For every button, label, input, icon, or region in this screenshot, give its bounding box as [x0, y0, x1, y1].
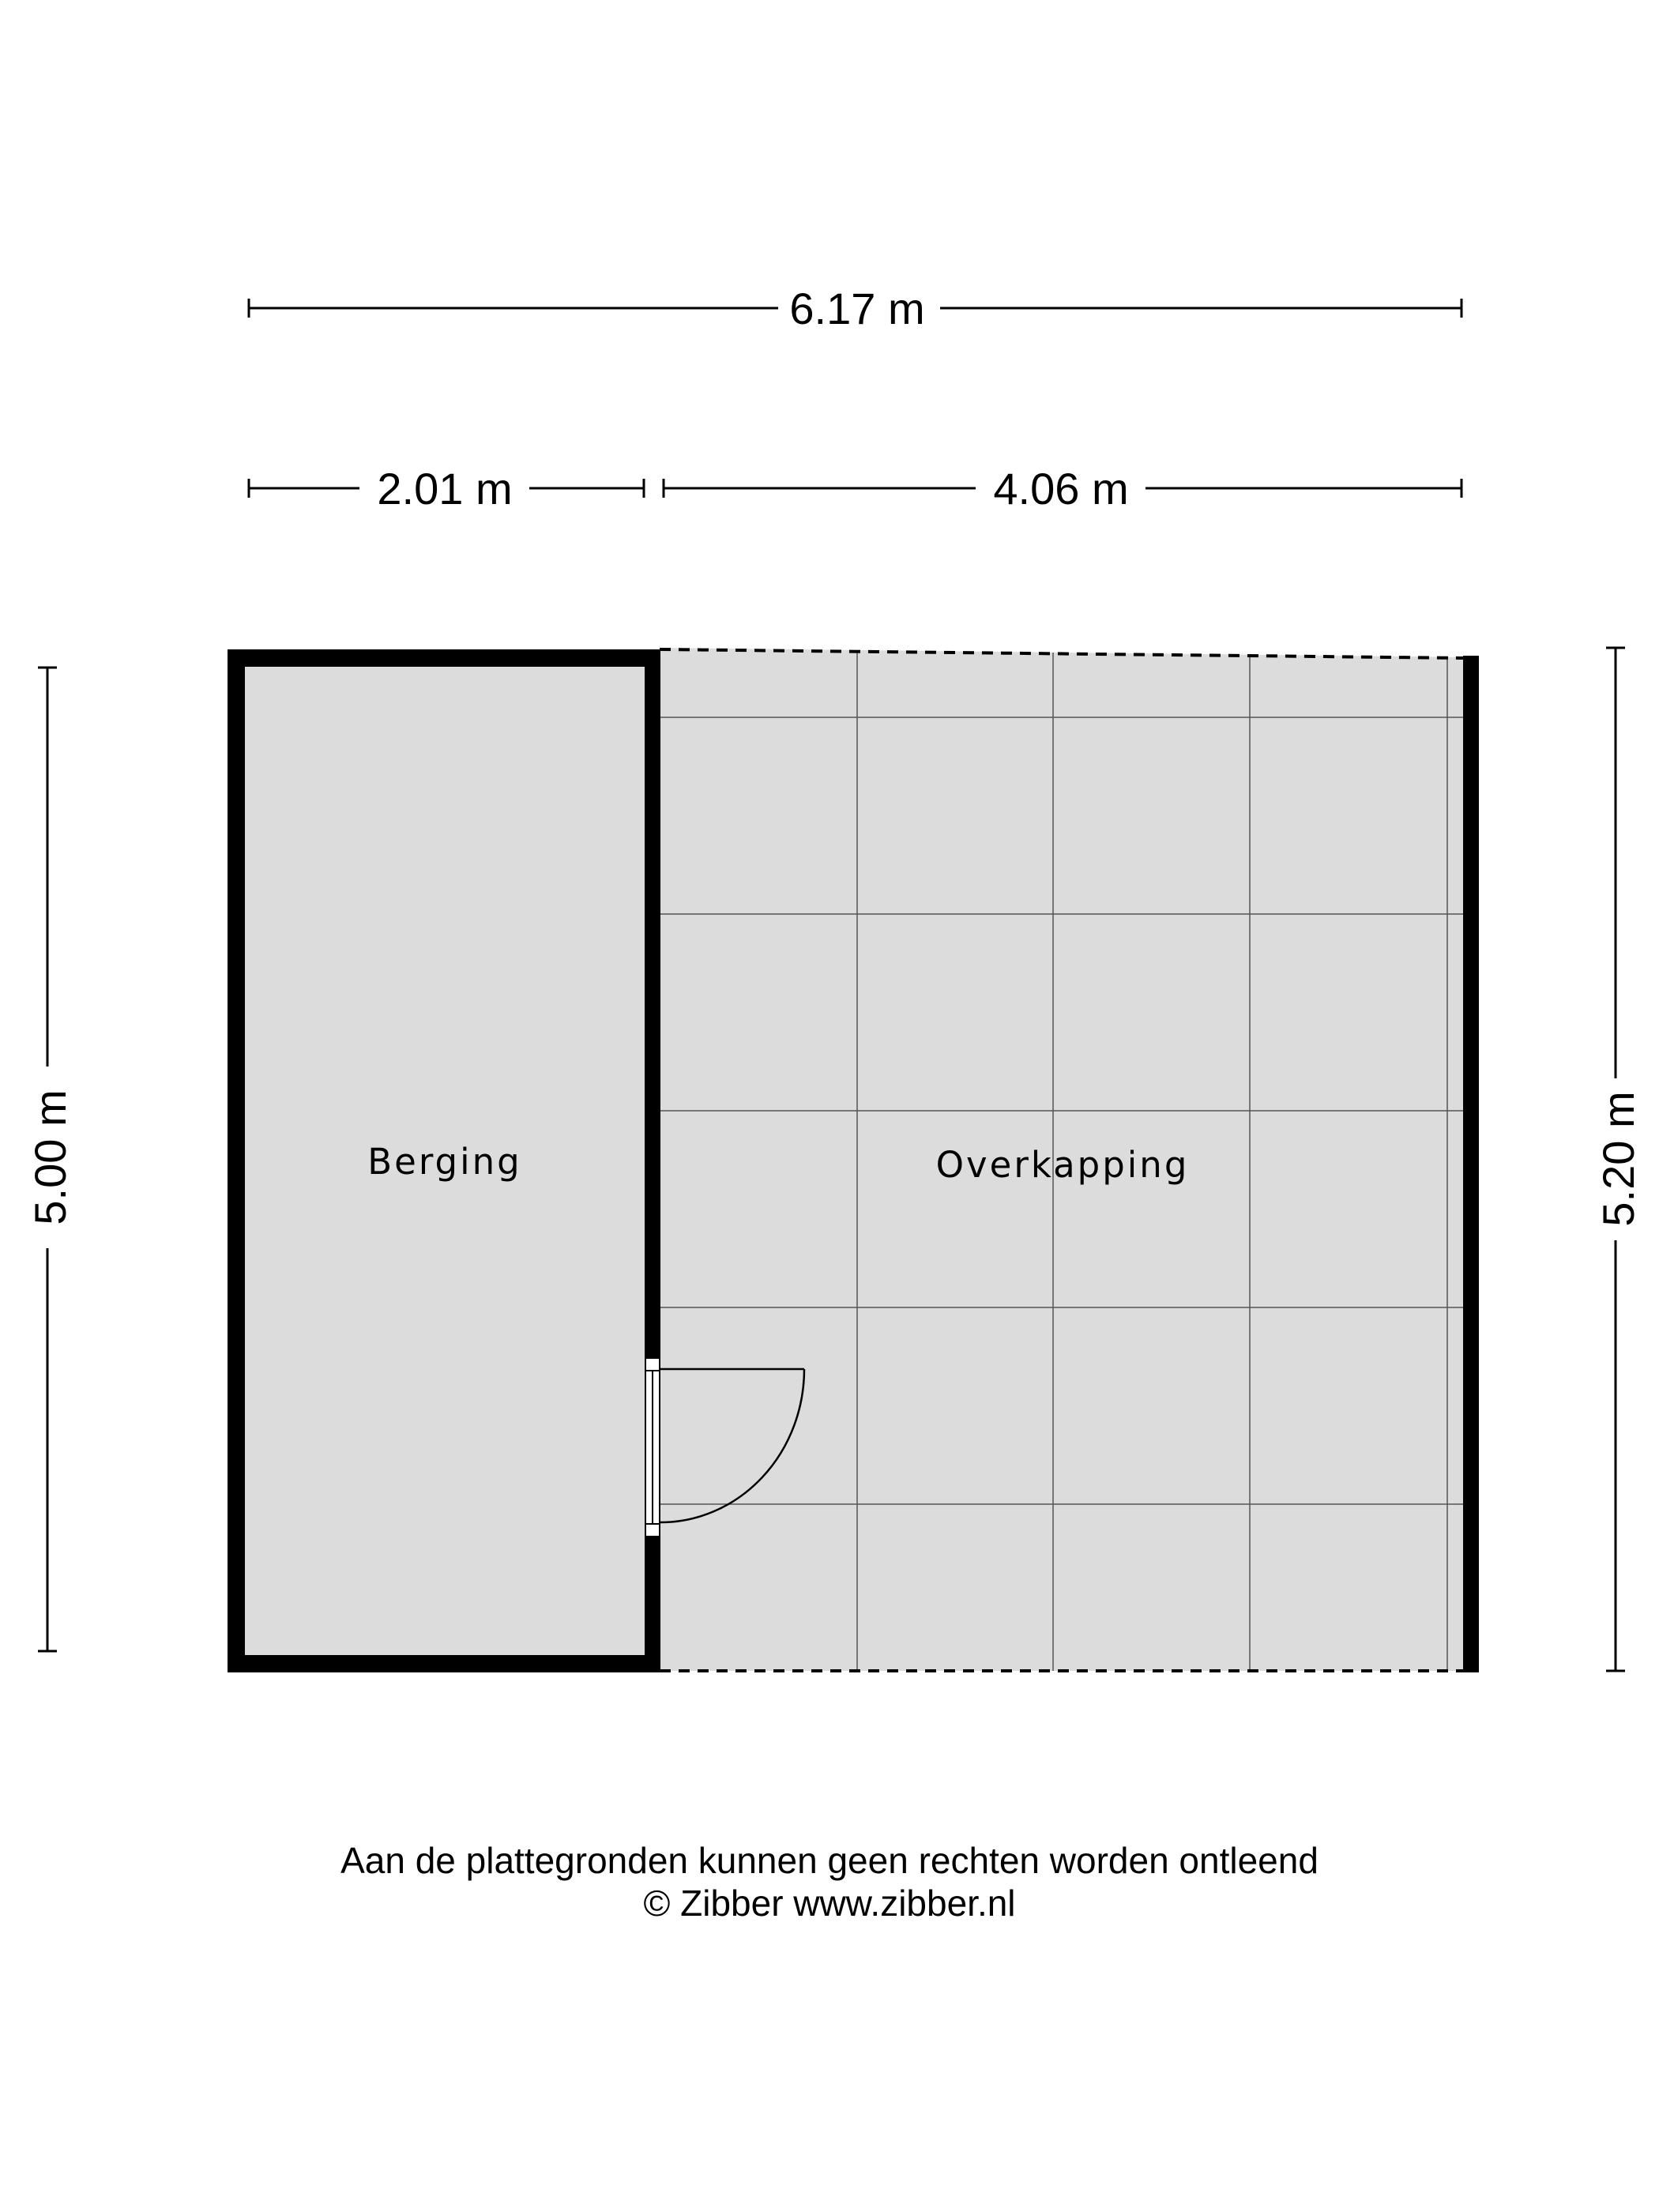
- dimension-left-height-label: 5.00 m: [25, 1089, 75, 1225]
- room-label-berging: Berging: [367, 1141, 522, 1183]
- copyright-text: © Zibber www.zibber.nl: [643, 1883, 1016, 1924]
- dimension-total-width-label: 6.17 m: [789, 284, 925, 333]
- dimension-overkapping-width-label: 4.06 m: [993, 464, 1129, 514]
- overkapping-right-wall: [1463, 656, 1479, 1672]
- dimension-berging-width-label: 2.01 m: [377, 464, 513, 514]
- footer-disclaimer: [0, 1839, 1659, 1924]
- door: [645, 1358, 660, 1537]
- room-label-overkapping: Overkapping: [935, 1144, 1190, 1186]
- disclaimer-text: Aan de plattegronden kunnen geen rechten worden ontleend: [340, 1840, 1319, 1881]
- dimension-right-height-label: 5.20 m: [1593, 1091, 1643, 1227]
